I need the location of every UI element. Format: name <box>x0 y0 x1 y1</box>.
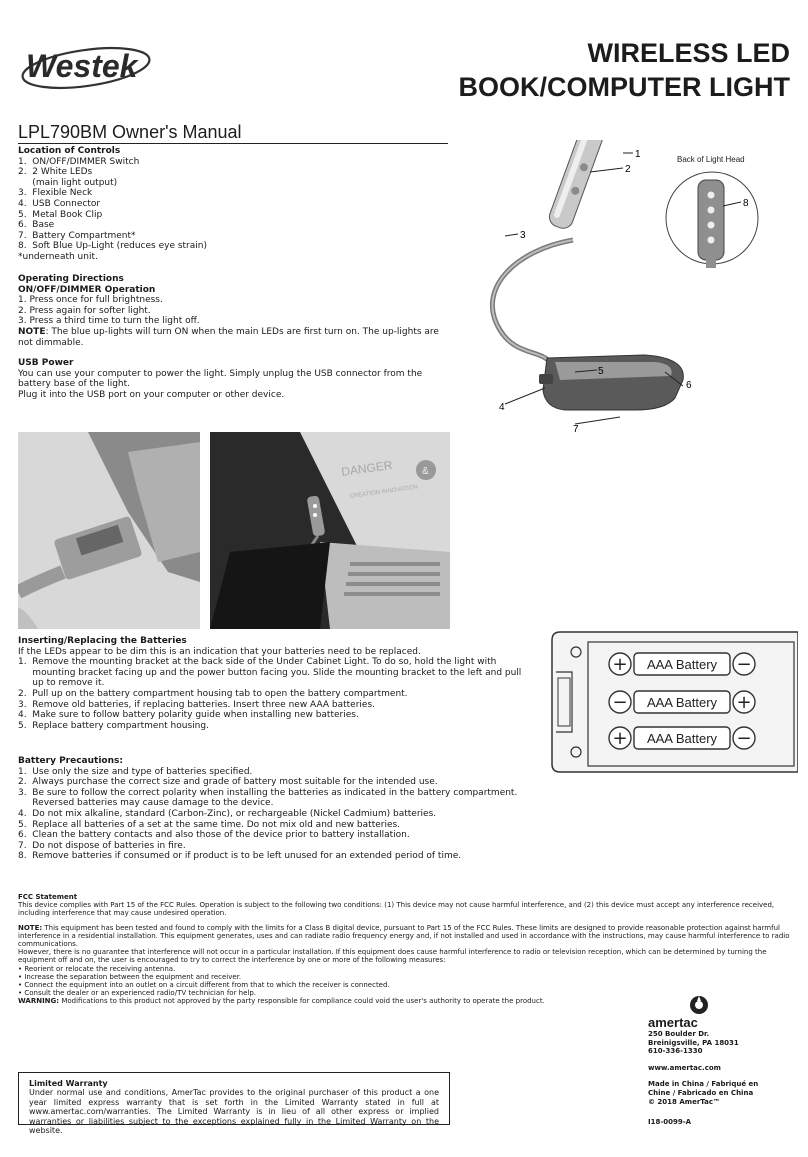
callout-3: 3 <box>520 230 526 241</box>
usb-text-1: You can use your computer to power the light. Simply unplug the USB connector from the battery base of the light. <box>18 368 423 390</box>
company-address-2: Breinigsville, PA 18031 <box>648 1038 739 1047</box>
fcc-measure: • Connect the equipment into an outlet on a circuit different from that to which the receiver is connected. <box>18 981 390 990</box>
manual-title: LPL790BM Owner's Manual <box>18 122 242 142</box>
precautions-heading: Battery Precautions: <box>18 756 123 766</box>
company-copyright: © 2018 AmerTac™ <box>648 1097 721 1106</box>
battery-step: 1. Remove the mounting bracket at the back side of the Under Cabinet Light. To do so, hold the light with <box>18 657 497 668</box>
amertac-logo-icon <box>688 995 710 1015</box>
fcc-statement: This device complies with Part 15 of the FCC Rules. Operation is subject to the following two conditions: (1) This device may not cause harmful interference, and (2) this device must accept any interference received, including interference that may cause undesired operation. <box>18 901 775 918</box>
company-phone: 610-336-1330 <box>648 1047 703 1056</box>
fcc-note-label: NOTE: <box>18 923 43 932</box>
made-in-2: Chine / Fabricado en China <box>648 1088 754 1097</box>
svg-text:−: − <box>736 654 752 675</box>
callout-5: 5 <box>598 366 604 377</box>
callout-8: 8 <box>743 198 749 209</box>
photo-text-2: CREATION INNOVATION <box>349 484 419 500</box>
usb-section <box>18 358 448 400</box>
precaution-item: Reversed batteries may cause damage to the device. <box>18 798 274 809</box>
westek-logo <box>18 40 168 92</box>
control-item: 8. Soft Blue Up-Light (reduces eye strain) <box>18 241 207 252</box>
operating-step: 2. Press again for softer light. <box>18 305 151 316</box>
photo-text-amp: & <box>422 466 429 477</box>
product-diagram <box>455 140 800 440</box>
usb-text-2: Plug it into the USB port on your computer or other device. <box>18 389 285 400</box>
fcc-measure: • Reorient or relocate the receiving antenna. <box>18 964 176 973</box>
operating-subheading: ON/OFF/DIMMER Operation <box>18 284 156 295</box>
control-item: 5. Metal Book Clip <box>18 209 103 220</box>
fcc-measure: • Increase the separation between the equipment and receiver. <box>18 972 242 981</box>
operating-step: 3. Press a third time to turn the light off. <box>18 316 200 327</box>
batteries-heading: Inserting/Replacing the Batteries <box>18 636 187 646</box>
operating-note <box>18 327 448 348</box>
fcc-heading: FCC Statement <box>18 893 78 901</box>
operating-section <box>18 274 448 348</box>
warranty-text: Under normal use and conditions, AmerTac provides to the original purchaser of this product a one year limited express warranty that is set forth in the Limited Warranty stated in full at www.amertac.com/warranties. The Limited Warranty is in lieu of all other express or implied warranties or liabilities subject to the exceptions explained fully in the Limited Warranty on the website. <box>29 1088 439 1136</box>
company-address-1: 250 Boulder Dr. <box>648 1030 710 1038</box>
control-item: 1. ON/OFF/DIMMER Switch <box>18 156 140 167</box>
page-title <box>459 36 791 104</box>
battery-step: 4. Make sure to follow battery polarity guide when installing new batteries. <box>18 710 359 721</box>
precaution-item: 5. Replace all batteries of a set at the same time. Do not mix old and new batteries. <box>18 819 401 830</box>
control-item: 4. USB Connector <box>18 198 101 209</box>
control-item: 6. Base <box>18 220 55 231</box>
fcc-section <box>18 893 790 1006</box>
controls-footnote: *underneath unit. <box>18 251 98 262</box>
controls-heading: Location of Controls <box>18 146 121 156</box>
fcc-measure: • Consult the dealer or an experienced radio/TV technician for help. <box>18 989 257 998</box>
precaution-item: 4. Do not mix alkaline, standard (Carbon-Zinc), or rechargeable (Nickel Cadmium) batteries. <box>18 808 437 819</box>
battery-step: mounting bracket facing up and the power button facing you. Slide the mounting bracket to the left and pull <box>18 667 522 678</box>
precaution-item: 6. Clean the battery contacts and also those of the device prior to battery installation. <box>18 830 410 841</box>
battery-step: 5. Replace battery compartment housing. <box>18 720 209 731</box>
batteries-intro: If the LEDs appear to be dim this is an indication that your batteries need to be replaced. <box>18 646 421 657</box>
control-item: 7. Battery Compartment* <box>18 230 136 241</box>
precaution-item: 8. Remove batteries if consumed or if product is to be left unused for an extended period of time. <box>18 851 462 862</box>
title-line-2: BOOK/COMPUTER LIGHT <box>458 72 790 102</box>
callout-1: 1 <box>635 149 641 160</box>
svg-text:+: + <box>736 692 752 713</box>
fcc-note-text: This equipment has been tested and found to comply with the limits for a Class B digital device, pursuant to Part 15 of the FCC Rules. These limits are designed to provide reasonable protection against harmful interference in a residential installation. This equipment generates, uses and can radiate radio frequency energy and, if not installed and used in accordance with the instructions, may cause harmful interference to radio communications. <box>18 923 790 949</box>
precaution-item: 3. Be sure to follow the correct polarity when installing the batteries as indicated in the battery compartment. <box>18 787 518 798</box>
usb-heading: USB Power <box>18 358 74 368</box>
callout-6: 6 <box>686 380 692 391</box>
usb-connector-photo <box>18 432 200 629</box>
fcc-warning-text: Modifications to this product not approved by the party responsible for compliance could void the user's authority to operate the product. <box>59 997 545 1006</box>
made-in-1: Made in China / Fabriqué en <box>648 1080 759 1089</box>
company-web: www.amertac.com <box>648 1063 721 1072</box>
svg-text:−: − <box>736 728 752 749</box>
brand-text: Westek <box>26 48 138 84</box>
note-label: NOTE <box>18 326 46 337</box>
controls-section <box>18 146 448 263</box>
fcc-however: However, there is no guarantee that interference will not occur in a particular installation. If this equipment does cause harmful interference to radio or television reception, which can be determined by turning the equipment off and on, the user is encouraged to try to correct the interference by one or more of the following measures: <box>18 948 767 965</box>
battery-compartment-diagram <box>548 628 798 776</box>
photo-text-1: DANGER <box>340 457 394 479</box>
svg-text:−: − <box>612 692 628 713</box>
callout-7: 7 <box>573 424 579 435</box>
operating-heading: Operating Directions <box>18 274 124 284</box>
warranty-box <box>18 1072 450 1136</box>
control-item: (main light output) <box>18 177 118 188</box>
operating-step: 1. Press once for full brightness. <box>18 295 163 306</box>
svg-text:+: + <box>612 654 628 675</box>
divider <box>18 143 448 144</box>
warranty-heading: Limited Warranty <box>29 1079 108 1088</box>
control-item: 2. 2 White LEDs <box>18 167 93 178</box>
company-name: amertac <box>648 1015 698 1030</box>
callout-4: 4 <box>499 402 505 413</box>
document-code: I18-0099-A <box>648 1118 692 1127</box>
precaution-item: 1. Use only the size and type of batteries specified. <box>18 766 253 777</box>
precautions-section <box>18 756 538 862</box>
precaution-item: 2. Always purchase the correct size and grade of battery most suitable for the intended use. <box>18 777 438 788</box>
company-block <box>648 995 798 1127</box>
laptop-photo <box>210 432 450 629</box>
batteries-section <box>18 636 538 731</box>
battery-step: up to remove it. <box>18 678 105 689</box>
battery-step: 2. Pull up on the battery compartment housing tab to open the battery compartment. <box>18 688 408 699</box>
battery-3-label: AAA Battery <box>646 731 718 746</box>
svg-text:+: + <box>612 728 628 749</box>
note-text: : The blue up-lights will turn ON when the main LEDs are first turn on. The up-lights are not dimmable. <box>18 326 439 348</box>
battery-2-label: AAA Battery <box>646 695 718 710</box>
title-line-1: WIRELESS LED <box>587 38 790 68</box>
control-item: 3. Flexible Neck <box>18 188 93 199</box>
fcc-warning-label: WARNING: <box>18 997 60 1006</box>
battery-step: 3. Remove old batteries, if replacing batteries. Insert three new AAA batteries. <box>18 699 375 710</box>
battery-1-label: AAA Battery <box>646 657 718 672</box>
fcc-note <box>18 924 790 949</box>
back-label: Back of Light Head <box>677 155 745 164</box>
callout-2: 2 <box>625 164 631 175</box>
precaution-item: 7. Do not dispose of batteries in fire. <box>18 840 186 851</box>
